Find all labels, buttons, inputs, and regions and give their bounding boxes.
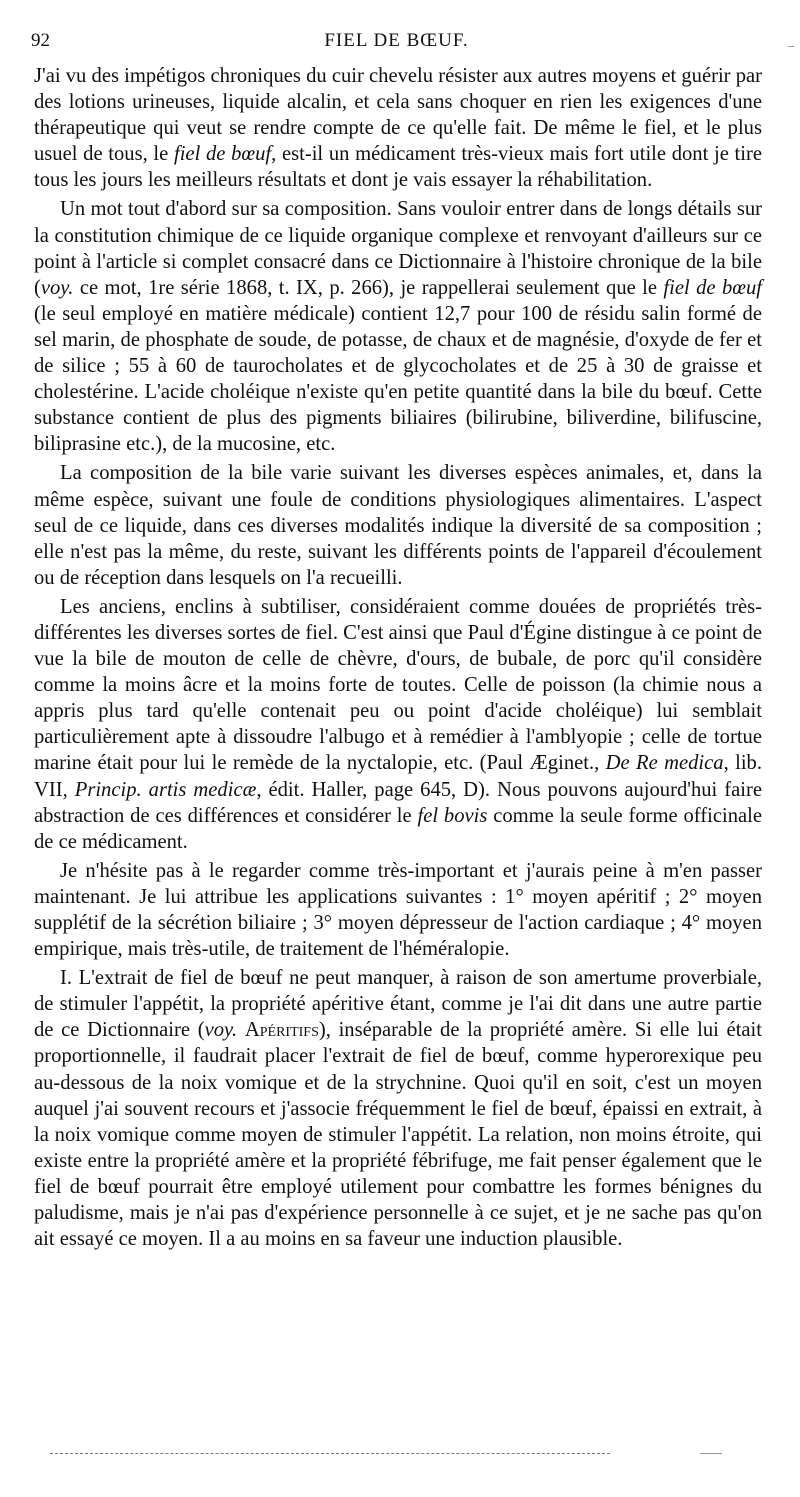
body-text — [34, 63, 762, 1255]
edge-mark — [788, 46, 794, 47]
text-run: J'ai vu des impétigos chroniques du cuir chevelu résister aux autres moyens et guérir par des lotions urineuses, liquide alcalin, et cela sans choquer en rien les exigences d'une thérapeutique qui veut se rendre compte de ce qu'elle fait. De même le fiel, et le plus usuel de tous, le — [34, 65, 762, 166]
text-run: comme la seule forme officinale de ce médicament. — [34, 804, 763, 853]
text-run: I. L'extrait de fiel de bœuf ne peut manquer, à raison de son amertume proverbiale, de stimuler l'appétit, la propriété apéritive étant, comme je l'ai dit dans une autre partie de ce Dictionnaire ( — [34, 967, 762, 1042]
paragraph — [34, 460, 762, 590]
text-run: La composition de la bile varie suivant les diverses espèces animales, et, dans la même espèce, suivant une foule de conditions physiologiques alimentaires. L'aspect seul de ce liquide, dans ces diverses modalités indique la diversité de sa composition ; elle n'est pas la même, du reste, suivant les différents points de l'appareil d'écoulement ou de réception dans lesquels on l'a recueilli. — [34, 462, 762, 589]
text-run: Je n'hésite pas à le regarder comme très-important et j'aurais peine à m'en passer maintenant. Je lui attribue les applications suivantes : 1° moyen apéritif ; 2° moyen supplétif de la sécrétion biliaire ; 3° moyen dépresseur de l'action cardiaque ; 4° moyen empirique, mais très-utile, de traitement de l'héméralopie. — [34, 859, 762, 961]
italic-text: De Re medica — [605, 752, 724, 775]
text-run: ce mot, 1re série 1868, t. IX, p. 266), je rappellerai seulement que le — [73, 276, 664, 299]
running-title: FIEL DE BŒUF. — [324, 30, 469, 51]
page-header — [31, 30, 762, 56]
text-run — [237, 1019, 245, 1041]
text-run: , lib. VII, — [34, 752, 763, 801]
text-run: (le seul employé en matière médicale) contient 12,7 pour 100 de résidu salin formé de sel marin, de phosphate de soude, de potasse, de chaux et de magnésie, d'oxyde de fer et de silice ; 55 à 60 de taurocholates et de glycocholates et de 25 à 30 de graisse et cholestérine. L'acide choléique n'existe qu'en petite quantité dans la bile du bœuf. Cette substance contient de plus des pigments biliaires (bilirubine, biliverdine, bilifuscine, biliprasine etc.), de la mucosine, etc. — [34, 302, 762, 456]
text-run: , est-il un médicament très-vieux mais fort utile dont je tire tous les jours les meilleurs résultats et dont je vais essayer la réhabilitation. — [34, 143, 762, 192]
page-number: 92 — [31, 30, 50, 51]
footer-rule — [50, 1453, 610, 1454]
text-run: Un mot tout d'abord sur sa composition. Sans vouloir entrer dans de longs détails sur la constitution chimique de ce liquide organique complexe et renvoyant d'ailleurs sur ce point à l'article si complet consacré dans ce Dictionnaire à l'histoire chronique de la bile ( — [34, 198, 762, 299]
paragraph — [34, 63, 762, 193]
italic-text: voy. — [40, 276, 74, 299]
paragraph — [34, 196, 762, 457]
text-run: ), inséparable de la propriété amère. Si elle lui était proportionnelle, il faudrait placer l'extrait de fiel de bœuf, comme hyperorexique peu au-dessous de la noix vomique et de la strychnine. Quoi qu'il en soit, c'est un moyen auquel j'ai souvent recours et j'associe fréquemment le fiel de bœuf, épaissi en extrait, à la noix vomique comme moyen de stimuler l'appétit. La relation, non moins étroite, qui existe entre la propriété amère et la propriété fébrifuge, me fait penser également que le fiel de bœuf pourrait être employé utilement pour combattre les formes bénignes du paludisme, mais je n'ai pas d'expérience personnelle à ce sujet, et je ne sache pas qu'on ait essayé ce moyen. Il a au moins en sa faveur une induction plausible. — [34, 1019, 763, 1251]
paragraph — [34, 858, 762, 962]
italic-text: fel bovis — [417, 804, 488, 827]
paragraph — [34, 965, 762, 1252]
paragraph — [34, 594, 762, 855]
footer-mark — [700, 1453, 722, 1454]
text-run: Les anciens, enclins à subtiliser, considéraient comme douées de propriétés très-différentes les diverses sortes de fiel. C'est ainsi que Paul d'Égine distingue à ce point de vue la bile de mouton de celle de chèvre, d'ours, de bubale, de porc qu'il considère comme la moins âcre et la moins forte de toutes. Celle de poisson (la chimie nous a appris plus tard qu'elle contenait peu ou point d'acide choléique) lui semblait particulièrement apte à dissoudre l'albugo et à remédier à l'amblyopie ; celle de tortue marine était pour lui le remède de la nyctalopie, etc. (Paul Æginet., — [34, 595, 762, 775]
italic-text: fiel de bœuf — [173, 143, 272, 166]
smallcaps-text: Apéritifs — [244, 1019, 319, 1042]
text-run: , édit. Haller, page 645, D). Nous pouvons aujourd'hui faire abstraction de ces différences et considérer le — [34, 778, 762, 827]
italic-text: fiel de bœuf — [663, 276, 763, 299]
italic-text: voy. — [204, 1019, 238, 1042]
italic-text: Princip. artis medicæ — [74, 778, 257, 801]
